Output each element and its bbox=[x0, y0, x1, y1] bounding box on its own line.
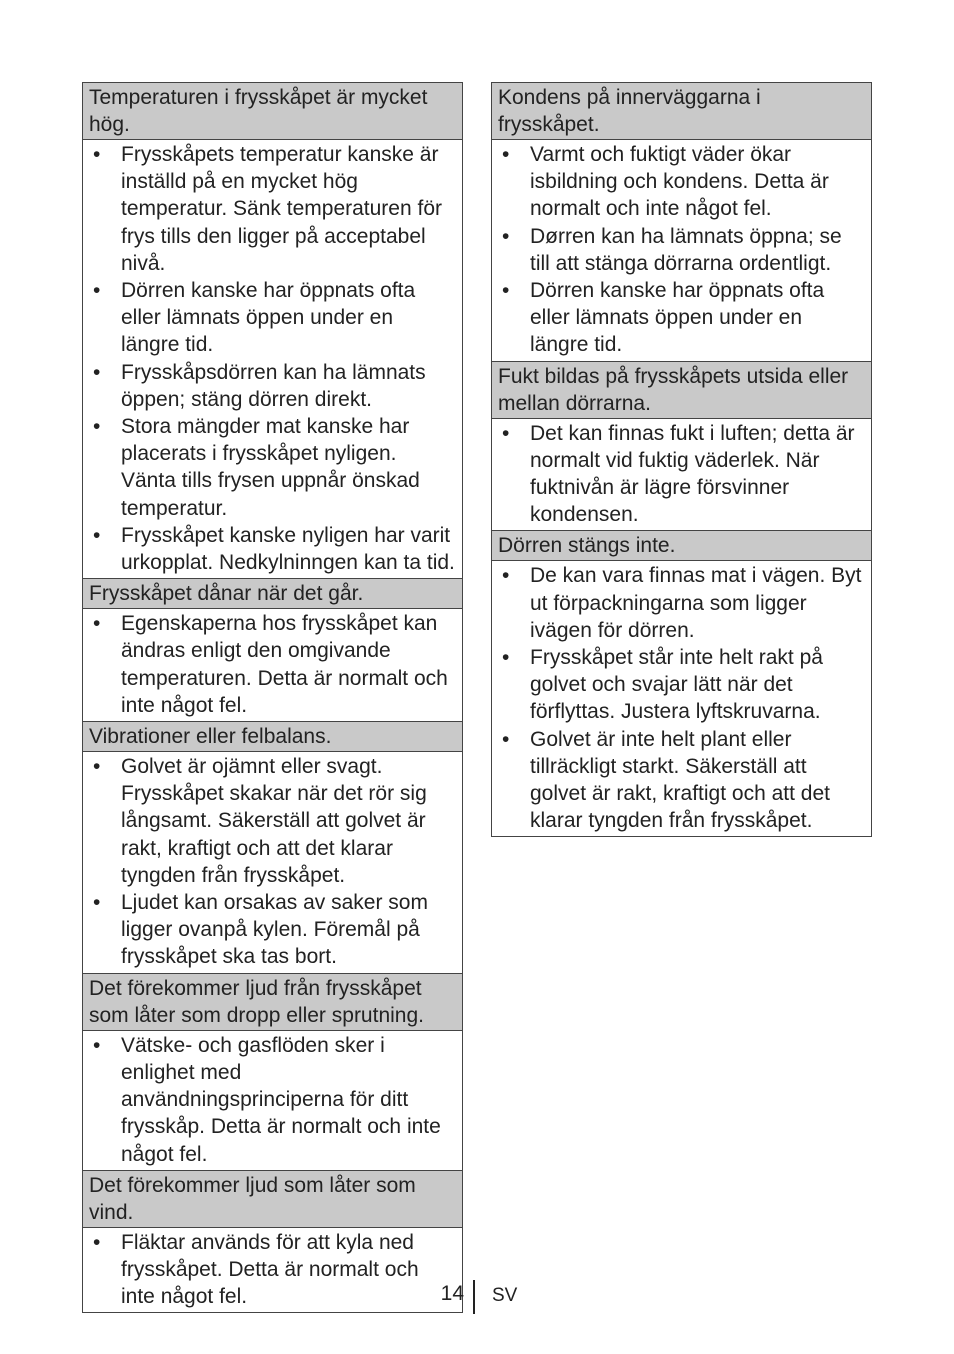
list-item: • Frysskåpet kanske nyligen har varit urkopplat. Nedkylninngen kan ta tid. bbox=[89, 522, 456, 576]
list-item: • Dørren kan ha lämnats öppna; se till att stänga dörrarna ordentligt. bbox=[498, 223, 865, 277]
section-heading: Det förekommer ljud från frysskåpet som låter som dropp eller sprutning. bbox=[83, 974, 462, 1031]
section-vibration bbox=[83, 722, 462, 974]
list-item: • Golvet är ojämnt eller svagt. Frysskåpet skakar när det rör sig långsamt. Säkerställ att golvet är rakt, kraftigt och att det klarar tyngden från frysskåpet. bbox=[89, 753, 456, 889]
list-item: • Golvet är inte helt plant eller tillräckligt starkt. Säkerställ att golvet är rakt, kraftigt och att det klarar tyngden från frysskåpet. bbox=[498, 726, 865, 835]
list-item: • Frysskåpet står inte helt rakt på golvet och svajar lätt när det förflyttas. Justera lyftskruvarna. bbox=[498, 644, 865, 726]
section-moisture-outside bbox=[492, 362, 871, 532]
section-heading: Det förekommer ljud som låter som vind. bbox=[83, 1171, 462, 1228]
list-item: • Frysskåpets temperatur kanske är inställd på en mycket hög temperatur. Sänk temperaturen för frys tills den ligger på acceptabel nivå. bbox=[89, 141, 456, 277]
section-heading: Vibrationer eller felbalans. bbox=[83, 722, 462, 752]
list-item: • Dörren kanske har öppnats ofta eller lämnats öppen under en längre tid. bbox=[89, 277, 456, 359]
list-item: • Egenskaperna hos frysskåpet kan ändras enligt den omgivande temperaturen. Detta är normalt och inte något fel. bbox=[89, 610, 456, 719]
list-item: • Vätske- och gasflöden sker i enlighet med användningsprinciperna för ditt frysskåp. Detta är normalt och inte något fel. bbox=[89, 1032, 456, 1168]
list-item: • Varmt och fuktigt väder ökar isbildning och kondens. Detta är normalt och inte något fel. bbox=[498, 141, 865, 223]
bullet-list bbox=[492, 140, 871, 361]
section-dripping-noise bbox=[83, 974, 462, 1171]
page-number: 14 bbox=[440, 1282, 464, 1305]
section-heading: Dörren stängs inte. bbox=[492, 531, 871, 561]
section-heading: Kondens på innerväggarna i frysskåpet. bbox=[492, 83, 871, 140]
list-item: • Frysskåpsdörren kan ha lämnats öppen; stäng dörren direkt. bbox=[89, 359, 456, 413]
section-freezer-temp-high bbox=[83, 83, 462, 579]
bullet-list bbox=[83, 609, 462, 721]
bullet-list bbox=[83, 140, 462, 578]
section-heading: Temperaturen i frysskåpet är mycket hög. bbox=[83, 83, 462, 140]
bullet-list bbox=[492, 419, 871, 531]
bullet-list bbox=[83, 752, 462, 973]
list-item: • Stora mängder mat kanske har placerats i frysskåpet nyligen. Vänta tills frysen uppnår önskad temperatur. bbox=[89, 413, 456, 522]
bullet-list bbox=[83, 1031, 462, 1170]
list-item: • Det kan finnas fukt i luften; detta är normalt vid fuktig väderlek. När fuktnivån är lägre försvinner kondensen. bbox=[498, 420, 865, 529]
list-item: • De kan vara finnas mat i vägen. Byt ut förpackningarna som ligger ivägen för dörren. bbox=[498, 562, 865, 644]
section-heading: Fukt bildas på frysskåpets utsida eller mellan dörrarna. bbox=[492, 362, 871, 419]
footer-divider bbox=[473, 1280, 475, 1314]
section-heading: Frysskåpet dånar när det går. bbox=[83, 579, 462, 609]
list-item: • Fläktar används för att kyla ned frysskåpet. Detta är normalt och inte något fel. bbox=[89, 1229, 456, 1311]
language-code: SV bbox=[492, 1285, 518, 1306]
section-freezer-rumbling bbox=[83, 579, 462, 722]
section-door-not-closing bbox=[492, 531, 871, 837]
left-troubleshooting-column bbox=[82, 82, 463, 1313]
section-condensation-inside bbox=[492, 83, 871, 362]
right-troubleshooting-column bbox=[491, 82, 872, 837]
list-item: • Dörren kanske har öppnats ofta eller lämnats öppen under en längre tid. bbox=[498, 277, 865, 359]
list-item: • Ljudet kan orsakas av saker som ligger ovanpå kylen. Föremål på frysskåpet ska tas bort. bbox=[89, 889, 456, 971]
bullet-list bbox=[492, 561, 871, 836]
page-footer bbox=[0, 1280, 954, 1316]
